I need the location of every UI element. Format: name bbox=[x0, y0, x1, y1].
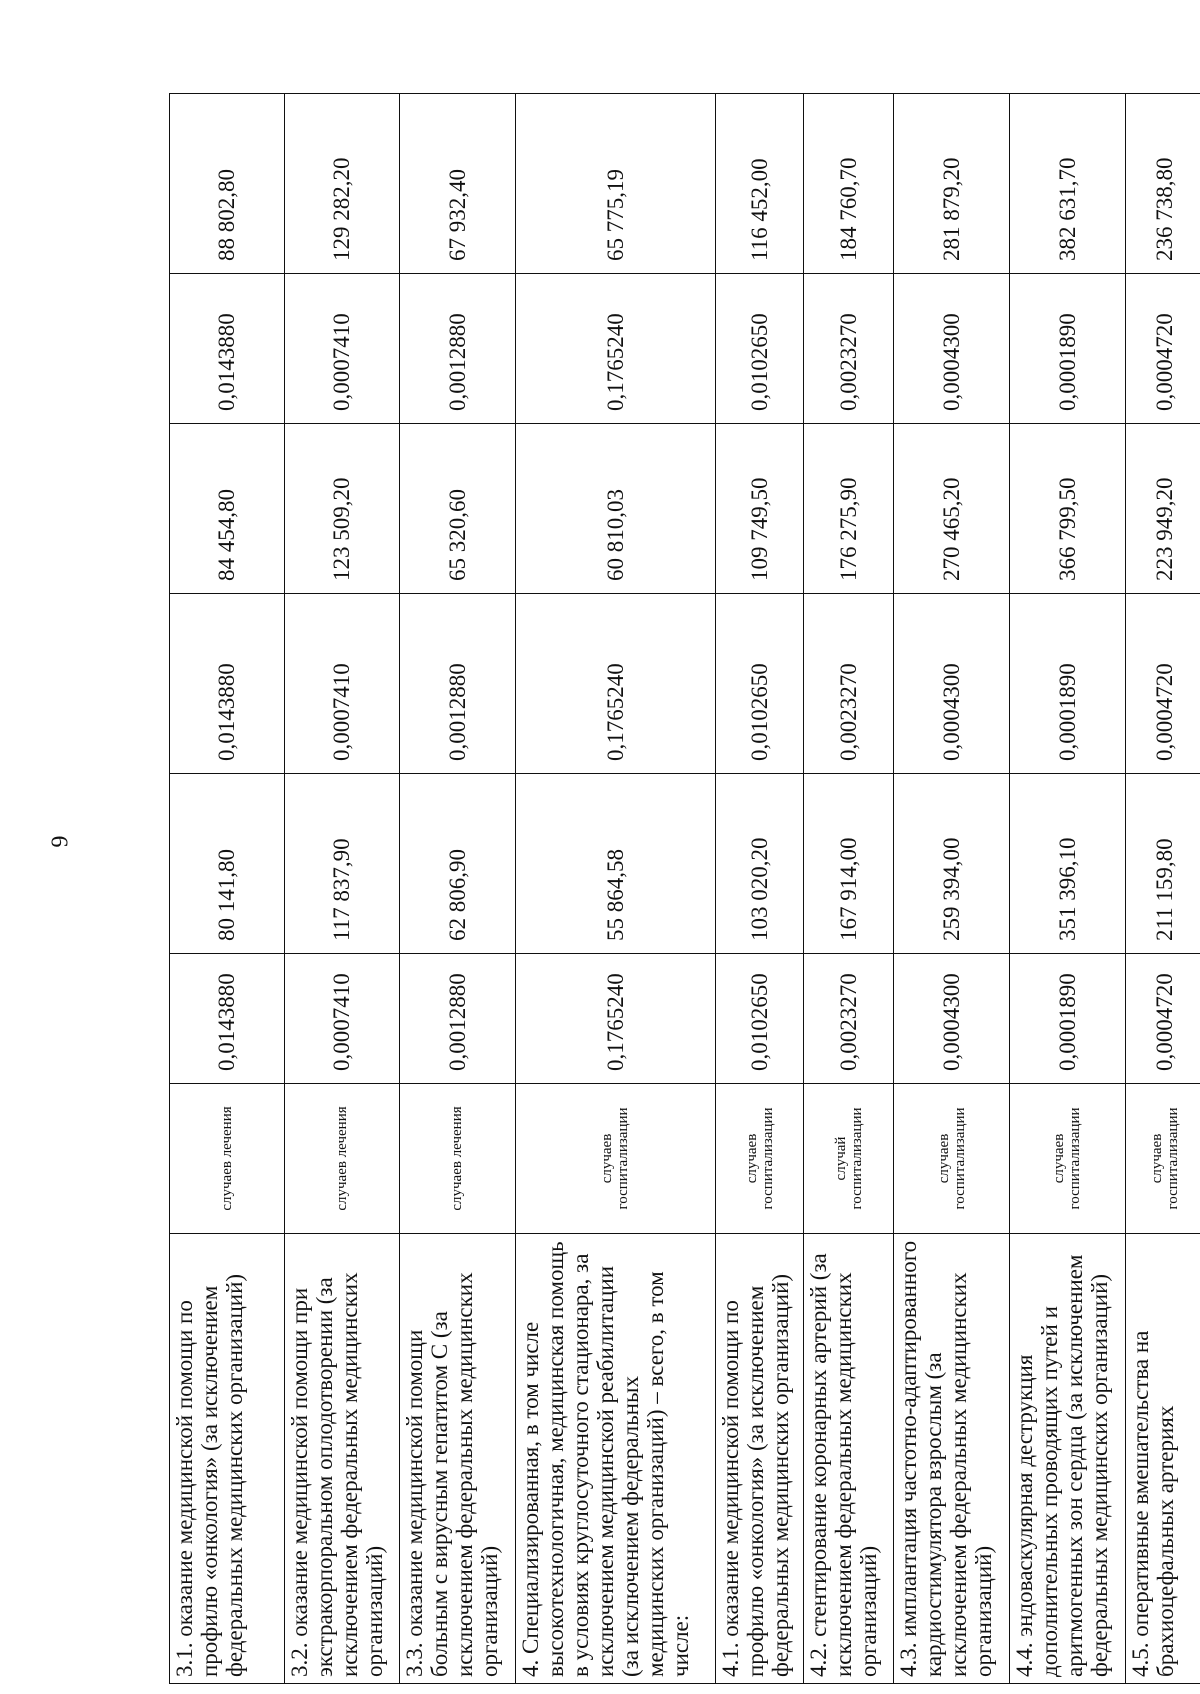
row-value: 0,1765240 bbox=[515, 954, 715, 1084]
row-value: 0,0004720 bbox=[1125, 274, 1200, 424]
row-name: 3.1. оказание медицинской помощи по профилю «онкология» (за исключением федеральных медицинских организаций) bbox=[170, 1234, 285, 1684]
rotated-table-wrapper bbox=[169, 94, 1200, 1684]
row-value: 103 020,20 bbox=[716, 774, 804, 954]
row-unit: случаев госпитализации bbox=[1125, 1084, 1200, 1234]
row-value: 211 159,80 bbox=[1125, 774, 1200, 954]
table-row bbox=[515, 94, 715, 1684]
row-value: 0,0004720 bbox=[1125, 954, 1200, 1084]
row-value: 0,0143880 bbox=[170, 954, 285, 1084]
row-name: 4.4. эндоваскулярная деструкция дополнительных проводящих путей и аритмогенных зон сердца (за исключением федеральных медицинских организаций) bbox=[1010, 1234, 1126, 1684]
row-value: 0,0004300 bbox=[894, 274, 1010, 424]
row-value: 184 760,70 bbox=[804, 94, 894, 274]
row-unit: случаев госпитализации bbox=[894, 1084, 1010, 1234]
row-value: 0,0023270 bbox=[804, 954, 894, 1084]
row-value: 0,0102650 bbox=[716, 274, 804, 424]
row-value: 0,0007410 bbox=[284, 954, 400, 1084]
row-value: 0,0012880 bbox=[400, 274, 516, 424]
table-row bbox=[1010, 94, 1126, 1684]
row-value: 223 949,20 bbox=[1125, 424, 1200, 594]
row-value: 62 806,90 bbox=[400, 774, 516, 954]
row-value: 366 799,50 bbox=[1010, 424, 1126, 594]
row-value: 67 932,40 bbox=[400, 94, 516, 274]
row-value: 0,0004300 bbox=[894, 954, 1010, 1084]
row-name: 4.3. имплантация частотно-адаптированного кардиостимулятора взрослым (за исключением федеральных медицинских организаций) bbox=[894, 1234, 1010, 1684]
row-value: 65 775,19 bbox=[515, 94, 715, 274]
row-value: 123 509,20 bbox=[284, 424, 400, 594]
row-value: 0,0102650 bbox=[716, 954, 804, 1084]
row-unit: случаев госпитализации bbox=[716, 1084, 804, 1234]
row-value: 236 738,80 bbox=[1125, 94, 1200, 274]
row-value: 0,0007410 bbox=[284, 594, 400, 774]
table-row bbox=[1125, 94, 1200, 1684]
row-value: 0,0004720 bbox=[1125, 594, 1200, 774]
row-value: 0,0102650 bbox=[716, 594, 804, 774]
row-value: 0,0001890 bbox=[1010, 594, 1126, 774]
row-unit: случаев лечения bbox=[170, 1084, 285, 1234]
row-name: 4. Специализированная, в том числе высокотехнологичная, медицинская помощь в условиях круглосуточного стационара, за исключением медицинской реабилитации (за исключением федеральных медицинских организаций) – всего, в том числе: bbox=[515, 1234, 715, 1684]
row-value: 116 452,00 bbox=[716, 94, 804, 274]
row-value: 0,1765240 bbox=[515, 594, 715, 774]
row-name: 4.1. оказание медицинской помощи по профилю «онкология» (за исключением федеральных медицинских организаций) bbox=[716, 1234, 804, 1684]
row-value: 382 631,70 bbox=[1010, 94, 1126, 274]
row-value: 176 275,90 bbox=[804, 424, 894, 594]
row-name: 3.3. оказание медицинской помощи больным с вирусным гепатитом С (за исключением федеральных медицинских организаций) bbox=[400, 1234, 516, 1684]
row-value: 351 396,10 bbox=[1010, 774, 1126, 954]
row-value: 88 802,80 bbox=[170, 94, 285, 274]
row-unit: случаев лечения bbox=[400, 1084, 516, 1234]
row-value: 281 879,20 bbox=[894, 94, 1010, 274]
row-value: 129 282,20 bbox=[284, 94, 400, 274]
row-value: 167 914,00 bbox=[804, 774, 894, 954]
row-value: 60 810,03 bbox=[515, 424, 715, 594]
row-value: 0,0012880 bbox=[400, 954, 516, 1084]
row-value: 80 141,80 bbox=[170, 774, 285, 954]
tariff-table bbox=[169, 93, 1200, 1684]
row-value: 0,0004300 bbox=[894, 594, 1010, 774]
row-value: 65 320,60 bbox=[400, 424, 516, 594]
page-number: 6 bbox=[45, 835, 72, 848]
table-row bbox=[170, 94, 285, 1684]
row-value: 0,1765240 bbox=[515, 274, 715, 424]
table-row bbox=[894, 94, 1010, 1684]
row-value: 109 749,50 bbox=[716, 424, 804, 594]
table-row bbox=[400, 94, 516, 1684]
row-unit: случай госпитализации bbox=[804, 1084, 894, 1234]
row-value: 55 864,58 bbox=[515, 774, 715, 954]
row-value: 259 394,00 bbox=[894, 774, 1010, 954]
row-unit: случаев госпитализации bbox=[1010, 1084, 1126, 1234]
row-value: 0,0023270 bbox=[804, 594, 894, 774]
row-value: 84 454,80 bbox=[170, 424, 285, 594]
table-row bbox=[284, 94, 400, 1684]
row-value: 0,0001890 bbox=[1010, 274, 1126, 424]
row-value: 0,0143880 bbox=[170, 274, 285, 424]
row-value: 0,0012880 bbox=[400, 594, 516, 774]
row-value: 0,0023270 bbox=[804, 274, 894, 424]
row-unit: случаев лечения bbox=[284, 1084, 400, 1234]
row-value: 0,0143880 bbox=[170, 594, 285, 774]
row-value: 270 465,20 bbox=[894, 424, 1010, 594]
row-name: 4.2. стентирование коронарных артерий (за исключением федеральных медицинских организаций) bbox=[804, 1234, 894, 1684]
row-value: 0,0007410 bbox=[284, 274, 400, 424]
row-value: 0,0001890 bbox=[1010, 954, 1126, 1084]
row-unit: случаев госпитализации bbox=[515, 1084, 715, 1234]
row-value: 117 837,90 bbox=[284, 774, 400, 954]
table-row bbox=[804, 94, 894, 1684]
table-row bbox=[716, 94, 804, 1684]
row-name: 4.5. оперативные вмешательства на брахиоцефальных артериях bbox=[1125, 1234, 1200, 1684]
row-name: 3.2. оказание медицинской помощи при экстракорпоральном оплодотворении (за исключением федеральных медицинских организаций) bbox=[284, 1234, 400, 1684]
